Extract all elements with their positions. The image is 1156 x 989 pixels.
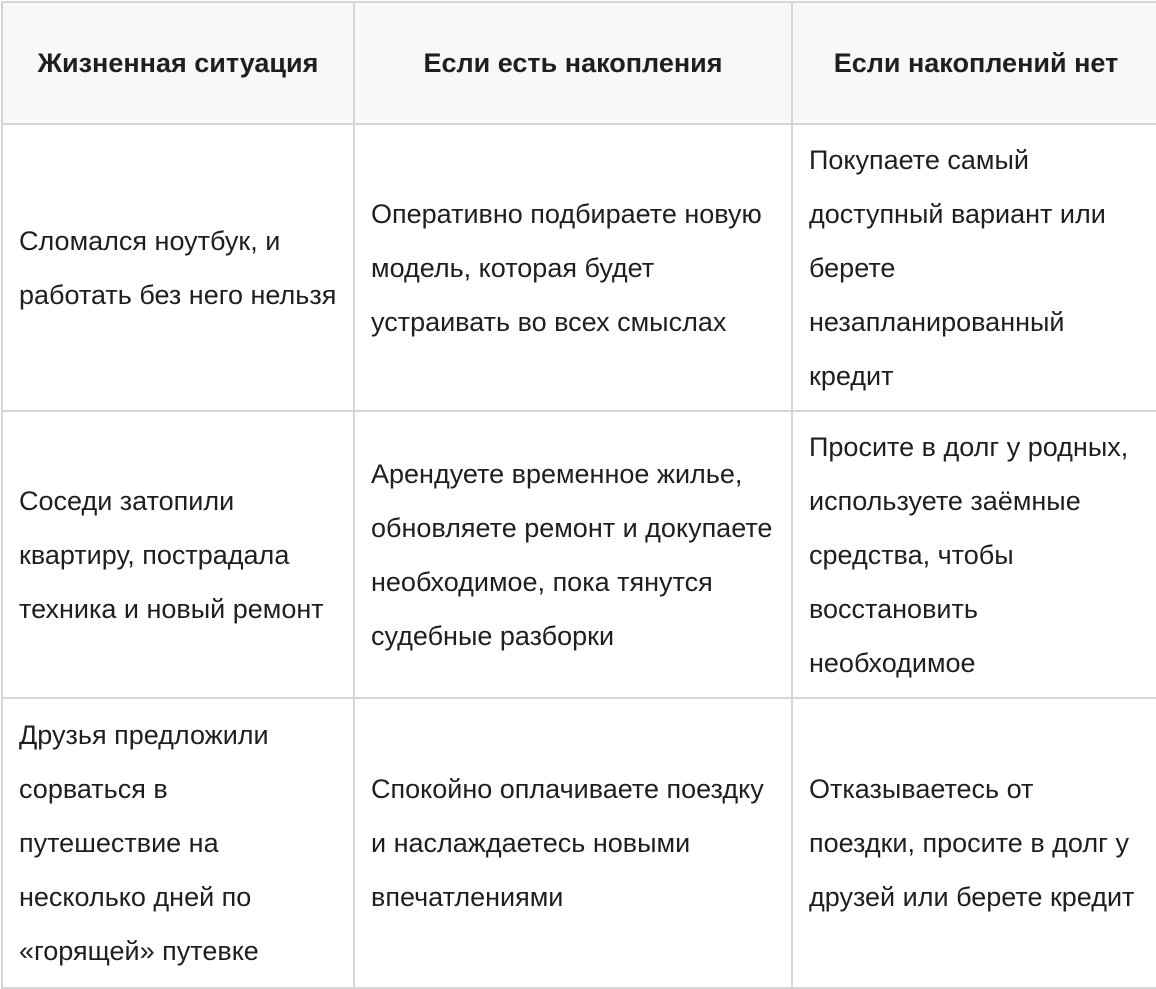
savings-comparison-table: [1, 1, 1156, 989]
cell-situation: Друзья предложили сорваться в путешествие на несколько дней по «горящей» путевке: [2, 698, 354, 988]
cell-without-savings: Покупаете самый доступный вариант или берете незапланированный кредит: [792, 124, 1156, 411]
header-with-savings: Если есть накопления: [354, 2, 792, 124]
table-row: [2, 411, 1156, 698]
header-life-situation: Жизненная ситуация: [2, 2, 354, 124]
table-row: [2, 124, 1156, 411]
table-row: [2, 698, 1156, 988]
cell-without-savings: Просите в долг у родных, используете заёмные средства, чтобы восстановить необходимое: [792, 411, 1156, 698]
cell-without-savings: Отказываетесь от поездки, просите в долг у друзей или берете кредит: [792, 698, 1156, 988]
cell-situation: Соседи затопили квартиру, пострадала техника и новый ремонт: [2, 411, 354, 698]
cell-with-savings: Оперативно подбираете новую модель, которая будет устраивать во всех смыслах: [354, 124, 792, 411]
cell-situation: Сломался ноутбук, и работать без него нельзя: [2, 124, 354, 411]
cell-with-savings: Спокойно оплачиваете поездку и наслаждаетесь новыми впечатлениями: [354, 698, 792, 988]
header-without-savings: Если накоплений нет: [792, 2, 1156, 124]
table-header-row: [2, 2, 1156, 124]
cell-with-savings: Арендуете временное жилье, обновляете ремонт и докупаете необходимое, пока тянутся судебные разборки: [354, 411, 792, 698]
